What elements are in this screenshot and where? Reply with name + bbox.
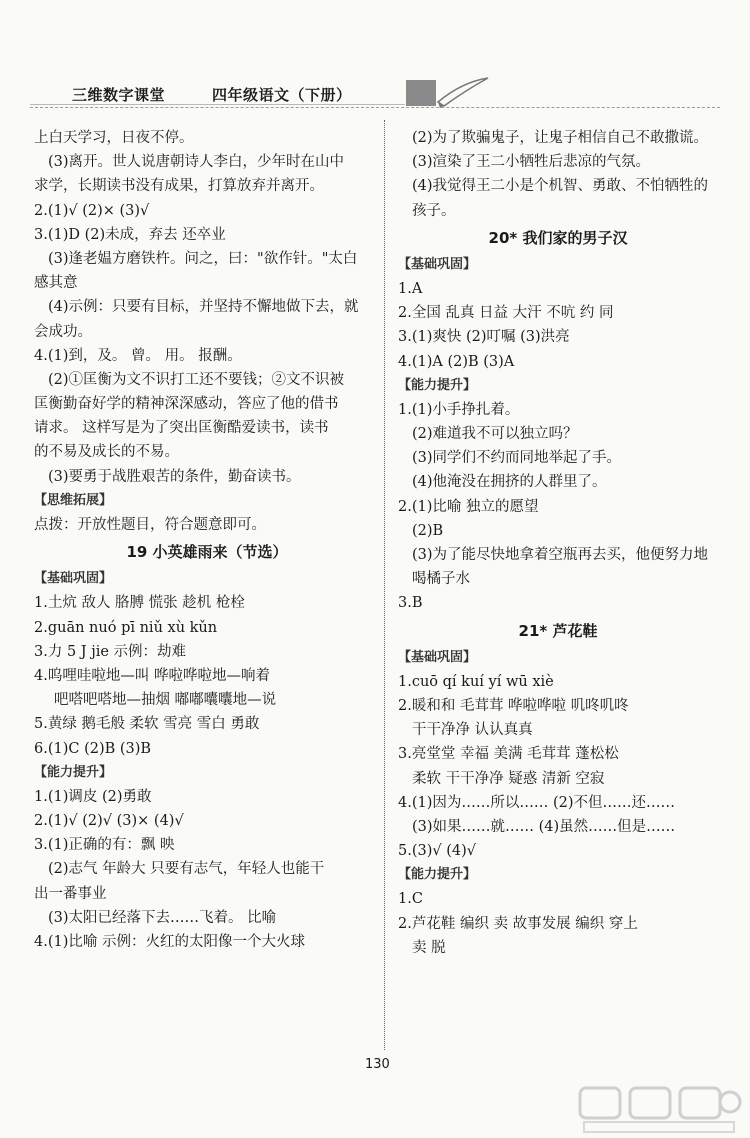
answer-line: 2.暖和和 毛茸茸 哗啦哗啦 叽咚叽咚: [398, 697, 629, 714]
answer-line: 的不易及成长的不易。: [34, 444, 179, 461]
answer-line: 喝橘子水: [412, 571, 470, 588]
header-rule-top: [30, 104, 405, 105]
answer-line: 孩子。: [412, 202, 456, 219]
answer-line: 2.(1)√ (2)× (3)√: [34, 202, 150, 219]
answer-line: (2)为了欺骗鬼子，让鬼子相信自己不敢撒谎。: [412, 130, 709, 146]
answer-line: 4.(1)比喻 示例：火红的太阳像一个大火球: [34, 934, 305, 950]
answer-line: 3.(1)爽快 (2)叮嘱 (3)洪亮: [398, 329, 570, 346]
answer-line: 求学，长期读书没有成果，打算放弃并离开。: [34, 178, 324, 195]
corner-seal-icon: [574, 1084, 744, 1136]
answer-line: 3.亮堂堂 幸福 美满 毛茸茸 蓬松松: [398, 746, 619, 763]
lesson-title: 19 小英雄雨来（节选）: [126, 543, 288, 562]
header-rule: [30, 107, 720, 108]
answer-line: (3)太阳已经落下去……飞着。 比喻: [48, 909, 277, 926]
answer-line: 出一番事业: [34, 885, 107, 902]
answer-line: 4.呜哩哇啦地—叫 哗啦哗啦地—响着: [34, 667, 270, 684]
answer-line: (3)渲染了王二小牺牲后悲凉的气氛。: [412, 154, 651, 171]
section-heading: 【能力提升】: [398, 377, 477, 393]
answer-line: (4)我觉得王二小是个机智、勇敢、不怕牺牲的: [412, 178, 709, 195]
answer-line: (3)如果……就…… (4)虽然……但是……: [412, 818, 676, 835]
answer-line: 会成功。: [34, 323, 92, 340]
answer-line: 3.(1)正确的有：飘 映: [34, 837, 175, 854]
answer-line: 感其意: [34, 275, 78, 292]
answer-line: 3.(1)D (2)未成，弃去 还卒业: [34, 226, 226, 243]
answer-line: 3.B: [398, 595, 423, 612]
answer-line: 请求。 这样写是为了突出匡衡酷爱读书，读书: [34, 420, 329, 437]
answer-line: 1.(1)调皮 (2)勇敢: [34, 788, 152, 805]
subject-title: 四年级语文（下册）: [212, 86, 352, 104]
section-heading: 【基础巩固】: [398, 649, 477, 665]
answer-line: 1.C: [398, 891, 423, 908]
answer-line: 2.(1)比喻 独立的愿望: [398, 498, 539, 515]
page-header: [0, 0, 750, 112]
section-heading: 【能力提升】: [34, 764, 113, 780]
answer-line: 干干净净 认认真真: [412, 722, 533, 739]
answer-line: 3.力 5 J jie 示例：劫难: [34, 643, 187, 660]
answer-line: (2)难道我不可以独立吗？: [412, 426, 578, 443]
answer-line: 4.(1)A (2)B (3)A: [398, 353, 515, 370]
answer-line: 点拨：开放性题目，符合题意即可。: [34, 517, 266, 533]
answer-line: 吧嗒吧嗒地—抽烟 嘟嘟囔囔地—说: [54, 692, 277, 709]
lesson-title: 20* 我们家的男子汉: [488, 228, 628, 247]
answer-line: (3)逢老媪方磨铁杵。问之，曰："欲作针。"太白: [48, 250, 358, 267]
answer-line: 1.(1)小手挣扎着。: [398, 401, 520, 418]
answer-line: 匡衡勤奋好学的精神深深感动，答应了他的借书: [34, 396, 339, 413]
answer-line: 卖 脱: [412, 939, 446, 956]
answer-line: 2.guān nuó pī niǔ xù kǔn: [34, 619, 218, 636]
answer-line: 2.(1)√ (2)√ (3)× (4)√: [34, 813, 184, 830]
answer-line: 1.A: [398, 280, 423, 297]
section-heading: 【基础巩固】: [34, 571, 113, 587]
page-number: 130: [365, 1057, 390, 1072]
answer-line: (3)要勇于战胜艰苦的条件，勤奋读书。: [48, 468, 301, 485]
lesson-title: 21* 芦花鞋: [518, 621, 598, 640]
answer-line: 柔软 干干净净 疑惑 清新 空寂: [412, 770, 605, 787]
series-title: 三维数字课堂: [72, 86, 166, 104]
answer-line: (2)志气 年龄大 只要有志气，年轻人也能干: [48, 861, 325, 878]
answer-line: 上白天学习，日夜不停。: [34, 130, 194, 146]
answer-line: (3)同学们不约而同地举起了手。: [412, 450, 622, 467]
answer-line: (2)①匡衡为文不识打工还不要钱；②文不识被: [48, 371, 345, 388]
answer-line: (3)为了能尽快地拿着空瓶再去买，他便努力地: [412, 547, 709, 563]
answer-line: 1.cuō qí kuí yí wū xiè: [398, 673, 554, 690]
answer-line: 1.土炕 敌人 胳膊 慌张 趁机 枪栓: [34, 595, 245, 612]
answer-line: 4.(1)到，及。 曾。 用。 报酬。: [34, 347, 242, 364]
section-heading: 【能力提升】: [398, 867, 477, 883]
answer-line: 2.全国 乱真 日益 大汗 不吭 约 同: [398, 305, 614, 322]
answer-line: 2.芦花鞋 编织 卖 故事发展 编织 穿上: [398, 915, 638, 932]
answer-line: (4)示例：只要有目标，并坚持不懈地做下去，就: [48, 299, 359, 316]
answer-line: (3)离开。世人说唐朝诗人李白，少年时在山中: [48, 154, 345, 171]
section-heading: 【基础巩固】: [398, 256, 477, 272]
answer-line: (2)B: [412, 522, 444, 539]
right-column: [398, 126, 718, 960]
answer-line: (4)他淹没在拥挤的人群里了。: [412, 474, 607, 491]
left-column: [34, 126, 380, 954]
section-heading: 【思维拓展】: [34, 492, 113, 508]
answer-line: 6.(1)C (2)B (3)B: [34, 740, 152, 757]
column-divider: [384, 120, 385, 1050]
answer-line: 4.(1)因为……所以…… (2)不但……还……: [398, 794, 676, 811]
answer-line: 5.黄绿 鹅毛般 柔软 雪亮 雪白 勇敢: [34, 716, 260, 733]
answer-line: 5.(3)√ (4)√: [398, 843, 477, 860]
